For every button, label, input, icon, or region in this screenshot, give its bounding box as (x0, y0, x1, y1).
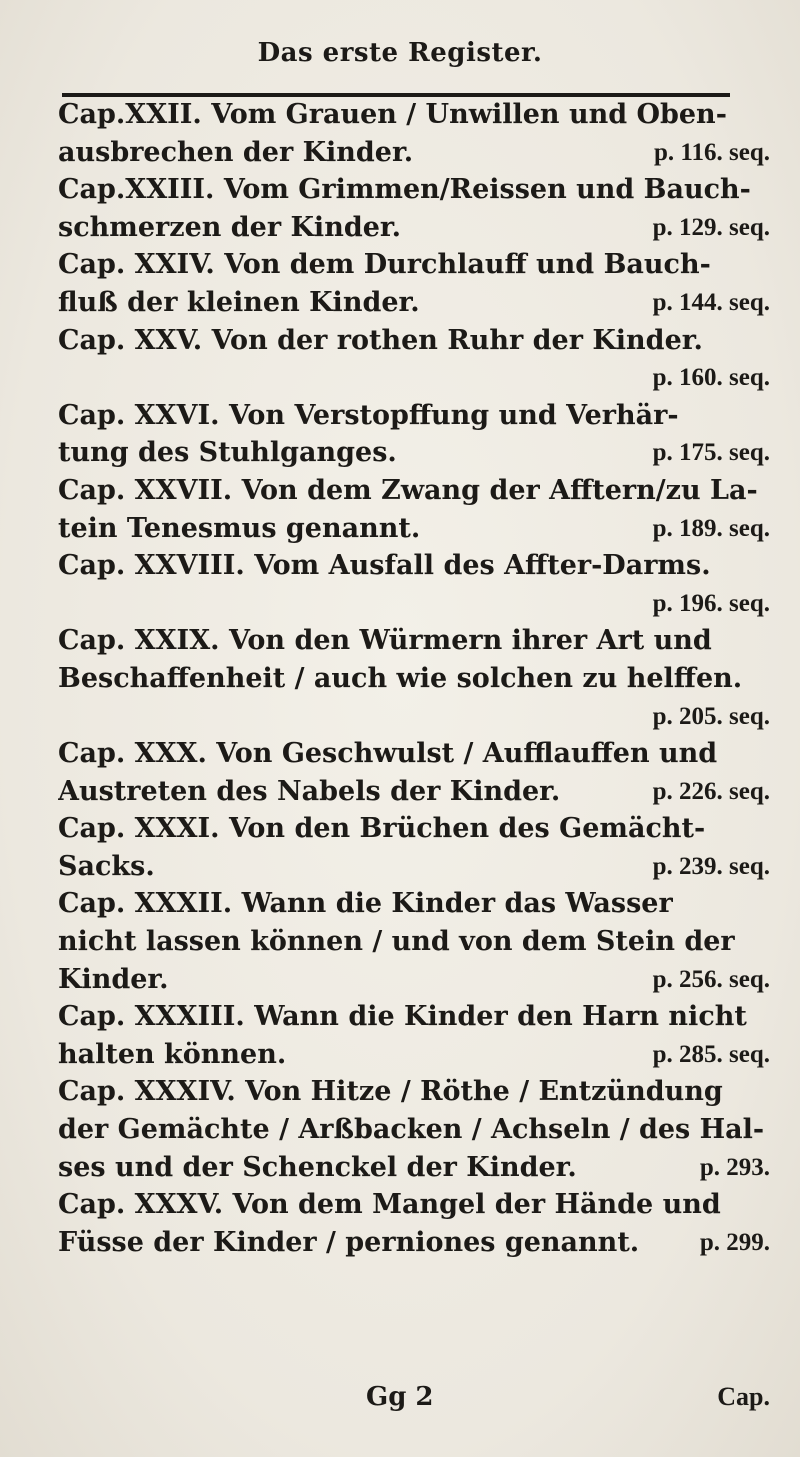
page-reference: p. 205. seq. (652, 702, 770, 730)
entry-line: Sacks. p. 239. seq. (58, 848, 770, 886)
entry-line: schmerzen der Kinder. p. 129. seq. (58, 209, 770, 247)
page-reference: p. 189. seq. (652, 514, 770, 542)
page-reference: p. 160. seq. (652, 364, 770, 392)
page-reference: p. 226. seq. (652, 777, 770, 805)
entry-line (58, 698, 770, 736)
page-reference: p. 116. seq. (653, 138, 770, 166)
entry-line: tung des Stuhlganges. p. 175. seq. (58, 434, 770, 472)
entry-line: Cap. XXX. Von Geschwulst / Aufflauffen und (58, 738, 718, 770)
entry-line: Cap.XXII. Vom Grauen / Unwillen und Oben- (58, 99, 727, 130)
page-reference: p. 239. seq. (652, 852, 770, 880)
page-reference: p. 256. seq. (652, 965, 770, 993)
entry-line (58, 359, 770, 397)
entry-line: ses und der Schenckel der Kinder. p. 293. (58, 1149, 770, 1187)
catchword: Cap. (717, 1382, 770, 1411)
entry-line: nicht lassen können / und von dem Stein der (58, 926, 735, 958)
entry-line: Cap. XXVIII. Vom Ausfall des Affter-Darms. (58, 550, 711, 582)
entry-line: Beschaffenheit / auch wie solchen zu helffen. (58, 662, 743, 694)
entry-line: fluß der kleinen Kinder. p. 144. seq. (58, 284, 770, 322)
page-reference: p. 129. seq. (652, 213, 770, 241)
page-reference: p. 144. seq. (652, 288, 770, 316)
entry-line: Cap. XXIX. Von den Würmern ihrer Art und (58, 625, 712, 657)
entry-line: halten können. p. 285. seq. (58, 1036, 770, 1074)
entry-line: Cap. XXXV. Von dem Mangel der Hände und (58, 1189, 721, 1221)
entry-line: Cap. XXXIII. Wann die Kinder den Harn nicht (58, 1001, 747, 1033)
entry-line: Cap. XXXII. Wann die Kinder das Wasser (58, 888, 673, 920)
register-entries (58, 96, 770, 1261)
entry-line: tein Tenesmus genannt. p. 189. seq. (58, 510, 770, 548)
entry-line: Cap.XXIII. Vom Grimmen/Reissen und Bauch- (58, 174, 751, 206)
entry-line: Cap. XXVI. Von Verstopffung und Verhär- (58, 399, 679, 431)
entry-line: Cap. XXIV. Von dem Durchlauff und Bauch- (58, 249, 711, 281)
entry-line: Cap. XXXIV. Von Hitze / Röthe / Entzündung (58, 1076, 723, 1108)
entry-line (58, 585, 770, 623)
entry-line: ausbrechen der Kinder. p. 116. seq. (58, 134, 770, 172)
signature-mark: Gg 2 (366, 1382, 434, 1412)
entry-line: Füsse der Kinder / perniones genannt. p. 299. (58, 1224, 770, 1262)
entry-line: Cap. XXV. Von der rothen Ruhr der Kinder. (58, 324, 703, 356)
entry-line: der Gemächte / Arßbacken / Achseln / des Hal- (58, 1114, 765, 1146)
entry-line: Cap. XXXI. Von den Brüchen des Gemächt- (58, 813, 706, 845)
page-reference: p. 285. seq. (652, 1040, 770, 1068)
page-footer (0, 1382, 800, 1422)
entry-line: Cap. XXVII. Von dem Zwang der Afftern/zu La- (58, 474, 758, 506)
page-reference: p. 196. seq. (652, 589, 770, 617)
page-reference: p. 175. seq. (652, 439, 770, 467)
page-reference: p. 299. (699, 1228, 770, 1256)
entry-line: Austreten des Nabels der Kinder. p. 226. seq. (58, 773, 770, 811)
entry-line: Kinder. p. 256. seq. (58, 961, 770, 999)
running-header: Das erste Register. (257, 38, 543, 68)
page-reference: p. 293. (699, 1153, 770, 1181)
